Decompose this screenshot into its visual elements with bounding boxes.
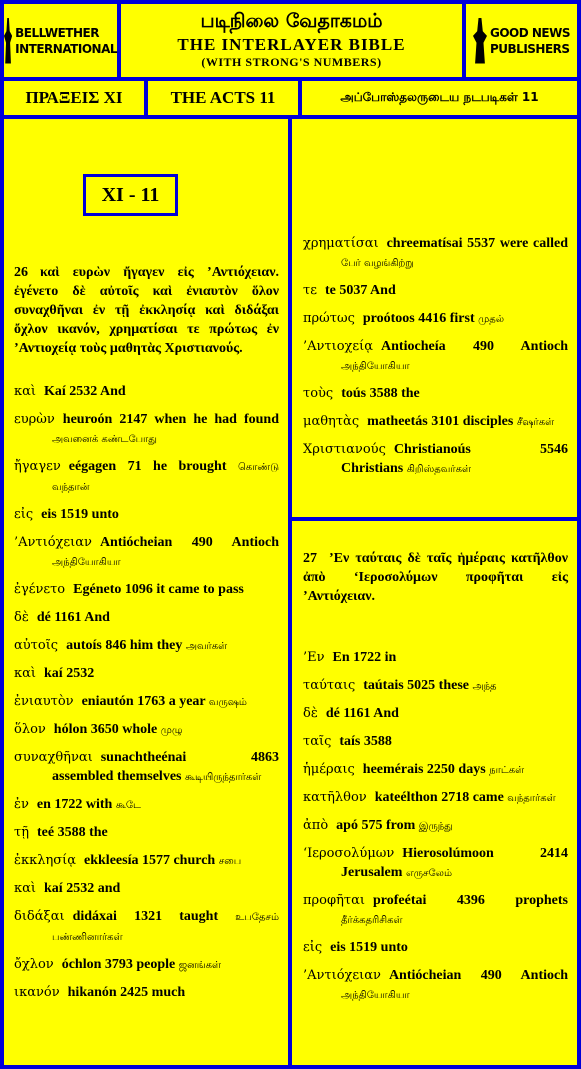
transliteration: didáxai 1321 taught xyxy=(72,909,219,924)
greek-word: ἐν xyxy=(14,797,29,812)
tamil-gloss: கிறிஸ்தவர்கள் xyxy=(406,464,472,475)
logo-line-1: GOOD NEWS xyxy=(489,25,570,40)
transliteration: heemérais 2250 days xyxy=(362,762,486,777)
greek-word: διδάξαι xyxy=(14,909,65,924)
transliteration: eniautón 1763 a year xyxy=(81,694,206,709)
book-header-greek: ΠΡΑΞΕΙΣ XI xyxy=(4,81,144,115)
transliteration: sunachtheénai 4863 assembled themselves xyxy=(52,750,279,784)
transliteration: kaí 2532 xyxy=(44,666,95,681)
word-entry xyxy=(303,384,568,404)
transliteration: En 1722 in xyxy=(332,650,397,665)
tamil-gloss: தீர்க்கதரிசிகள் xyxy=(341,915,403,926)
greek-word: χρηματίσαι xyxy=(303,236,379,251)
word-list xyxy=(303,648,568,1005)
greek-word: καὶ xyxy=(14,384,37,399)
word-entry xyxy=(14,580,279,600)
transliteration: toús 3588 the xyxy=(341,386,420,401)
tamil-gloss: முதல் xyxy=(478,314,505,325)
tamil-gloss: வந்தார்கள் xyxy=(507,793,556,804)
greek-word: ’Αντιόχειαν xyxy=(303,968,381,983)
greek-word: ἐνιαυτὸν xyxy=(14,694,74,709)
greek-word: ἐκκλησίᾳ xyxy=(14,853,77,868)
transliteration: taútais 5025 these xyxy=(363,678,470,693)
transliteration: Antiocheía 490 Antioch xyxy=(381,339,568,354)
word-entry xyxy=(303,891,568,930)
greek-word: εἰς xyxy=(14,507,34,522)
transliteration: óchlon 3793 people xyxy=(61,957,176,972)
greek-word: ’Αντιόχειαν xyxy=(14,535,92,550)
transliteration: en 1722 with xyxy=(36,797,113,812)
greek-word: ταῖς xyxy=(303,734,332,749)
book-header-english: THE ACTS 11 xyxy=(148,81,298,115)
greek-word: τῇ xyxy=(14,825,29,840)
tamil-gloss: நாட்கள் xyxy=(489,765,525,776)
tamil-gloss: கொண்டு வந்தான் xyxy=(52,462,279,493)
verse-27 xyxy=(303,549,568,606)
transliteration: teé 3588 the xyxy=(36,825,108,840)
greek-word: καὶ xyxy=(14,881,37,896)
title-block xyxy=(121,4,462,77)
word-entry xyxy=(303,440,568,479)
word-entry xyxy=(14,692,279,712)
greek-word: τε xyxy=(303,283,317,298)
word-entry xyxy=(303,676,568,696)
tamil-gloss: இருந்து xyxy=(418,821,453,832)
transliteration: Christianoús 5546 Christians xyxy=(341,442,568,476)
book-header-tamil: அப்போஸ்தலருடைய நடபடிகள் 11 xyxy=(302,81,577,115)
tamil-gloss: கூடியிருந்தார்கள் xyxy=(185,772,262,783)
transliteration: heuroón 2147 when he had found xyxy=(62,412,279,427)
transliteration: te 5037 And xyxy=(324,283,396,298)
transliteration: eis 1519 unto xyxy=(330,940,408,955)
transliteration: apó 575 from xyxy=(336,818,416,833)
logo-line-2: PUBLISHERS xyxy=(489,41,570,56)
word-list xyxy=(303,234,568,479)
transliteration: proótoos 4416 first xyxy=(362,311,475,326)
transliteration: Egéneto 1096 it came to pass xyxy=(73,582,244,597)
tamil-gloss: அந்தியோகியா xyxy=(52,557,121,568)
word-entry xyxy=(14,748,279,787)
right-top-content xyxy=(303,234,568,487)
tamil-gloss: கூடே xyxy=(115,800,141,811)
transliteration: kateélthon 2718 came xyxy=(374,790,504,805)
transliteration: chreematísai 5537 were called xyxy=(386,236,568,251)
transliteration: taís 3588 xyxy=(339,734,392,749)
transliteration: kaí 2532 and xyxy=(44,881,121,896)
word-entry xyxy=(14,505,279,525)
greek-word: μαθητὰς xyxy=(303,414,360,429)
transliteration: Antiócheian 490 Antioch xyxy=(99,535,279,550)
word-entry xyxy=(303,788,568,808)
transliteration: dé 1161 And xyxy=(36,610,110,625)
word-entry xyxy=(303,309,568,329)
verse-number: 27 xyxy=(303,551,317,566)
greek-word: ’Αντιοχείᾳ xyxy=(303,339,374,354)
transliteration: hólon 3650 whole xyxy=(53,722,158,737)
word-entry xyxy=(14,533,279,572)
bellwether-logo xyxy=(4,4,117,77)
tamil-gloss: அவனைக் கண்டபோது xyxy=(52,434,157,445)
greek-word: δὲ xyxy=(14,610,29,625)
word-entry xyxy=(14,983,279,1003)
greek-word: ἡμέραις xyxy=(303,762,355,777)
page-subtitle: (WITH STRONG'S NUMBERS) xyxy=(201,55,382,69)
tamil-gloss: அந்த xyxy=(472,681,497,692)
tamil-gloss: உபதேசம் பண்ணினார்கள் xyxy=(52,912,280,943)
transliteration: Hierosolúmoon 2414 Jerusalem xyxy=(341,846,568,880)
logo-line-1: BELLWETHER xyxy=(15,25,99,40)
word-entry xyxy=(14,907,279,947)
greek-word: ὅλον xyxy=(14,722,46,737)
word-entry xyxy=(303,938,568,958)
transliteration: hikanón 2425 much xyxy=(67,985,186,1000)
greek-word: ἤγαγεν xyxy=(14,459,61,474)
greek-word: εἰς xyxy=(303,940,323,955)
greek-word: ἀπὸ xyxy=(303,818,329,833)
greek-word: ταύταις xyxy=(303,678,356,693)
greek-word: ευρὼν xyxy=(14,412,55,427)
greek-word: τοὺς xyxy=(303,386,334,401)
transliteration: eégagen 71 he brought xyxy=(68,459,227,474)
greek-word: δὲ xyxy=(303,706,318,721)
tamil-gloss: அவர்கள் xyxy=(185,641,228,652)
transliteration: dé 1161 And xyxy=(325,706,399,721)
word-entry xyxy=(14,879,279,899)
good-news-logo-icon xyxy=(473,18,487,64)
transliteration: profeétai 4396 prophets xyxy=(372,893,568,908)
word-entry xyxy=(303,412,568,432)
word-entry xyxy=(303,816,568,836)
word-entry xyxy=(303,732,568,752)
tamil-gloss: சீஷர்கள் xyxy=(516,417,555,428)
word-entry xyxy=(303,337,568,376)
greek-word: ὄχλον xyxy=(14,957,54,972)
greek-word: αὐτοῖς xyxy=(14,638,59,653)
greek-word: ’Εν xyxy=(303,650,325,665)
word-entry xyxy=(14,795,279,815)
verse-text: καὶ ευρὼν ἤγαγεν εἰς ’Αντιόχειαν. ἐγένετο δὲ αὐτοῖς καὶ ἐνιαυτὸν ὅλον συναχθῆναι ἐν τῇ ἐκκλησίᾳ καὶ διδάξαι ὄχλον ικανόν, χρηματίσαι τε πρώτως ἐν ’Αντιοχείᾳ τοὺς μαθητὰς Χριστιανούς. xyxy=(14,265,279,356)
greek-word: κατῆλθον xyxy=(303,790,367,805)
word-entry xyxy=(14,720,279,740)
word-entry xyxy=(303,648,568,668)
chapter-label: XI - 11 xyxy=(83,174,178,216)
greek-word: ικανόν xyxy=(14,985,60,1000)
greek-word: Χριστιανούς xyxy=(303,442,386,457)
greek-word: ἐγένετο xyxy=(14,582,66,597)
verse-26 xyxy=(14,263,279,358)
word-entry xyxy=(14,955,279,975)
logo-line-2: INTERNATIONAL xyxy=(15,41,117,56)
tamil-gloss: ஜனங்கள் xyxy=(178,960,221,971)
transliteration: ekkleesía 1577 church xyxy=(84,853,216,868)
word-entry xyxy=(14,823,279,843)
transliteration: matheetás 3101 disciples xyxy=(367,414,514,429)
word-entry xyxy=(303,760,568,780)
tamil-gloss: பேர் வழங்கிற்று xyxy=(341,258,414,269)
word-entry xyxy=(14,664,279,684)
tamil-gloss: அந்தியோகியா xyxy=(341,990,410,1001)
word-entry xyxy=(303,234,568,273)
tamil-gloss: எருசலேம் xyxy=(405,868,452,879)
transliteration: Kaí 2532 And xyxy=(44,384,126,399)
word-list xyxy=(14,382,279,1003)
transliteration: Antiócheian 490 Antioch xyxy=(388,968,568,983)
greek-word: καὶ xyxy=(14,666,37,681)
word-entry xyxy=(14,636,279,656)
word-entry xyxy=(303,281,568,301)
tamil-gloss: முழு xyxy=(160,725,183,736)
word-entry xyxy=(14,608,279,628)
page-title: THE INTERLAYER BIBLE xyxy=(177,35,406,54)
tamil-gloss: சபை xyxy=(218,856,242,867)
transliteration: autoís 846 him they xyxy=(66,638,183,653)
word-entry xyxy=(14,382,279,402)
word-entry xyxy=(14,457,279,497)
verse-text: ’Εν ταύταις δὲ ταῖς ἡμέραις κατῆλθον ἀπὸ ‘Ιεροσολύμων προφῆται εἰς ’Αντιόχειαν. xyxy=(303,551,568,604)
title-tamil: படிநிலை வேதாகமம் xyxy=(200,10,383,32)
word-entry xyxy=(14,851,279,871)
left-column-content xyxy=(14,263,279,1011)
word-entry xyxy=(303,844,568,883)
word-entry xyxy=(303,704,568,724)
bellwether-logo-icon xyxy=(4,18,12,64)
greek-word: πρώτως xyxy=(303,311,355,326)
greek-word: συναχθῆναι xyxy=(14,750,93,765)
word-entry xyxy=(303,966,568,1005)
right-bottom-content xyxy=(303,549,568,1013)
word-entry xyxy=(14,410,279,449)
tamil-gloss: வருஷம் xyxy=(208,697,247,708)
good-news-logo xyxy=(466,4,577,77)
transliteration: eis 1519 unto xyxy=(41,507,119,522)
verse-number: 26 xyxy=(14,265,28,280)
tamil-gloss: அந்தியோகியா xyxy=(341,361,410,372)
greek-word: ‘Ιεροσολύμων xyxy=(303,846,395,861)
greek-word: προφῆται xyxy=(303,893,365,908)
